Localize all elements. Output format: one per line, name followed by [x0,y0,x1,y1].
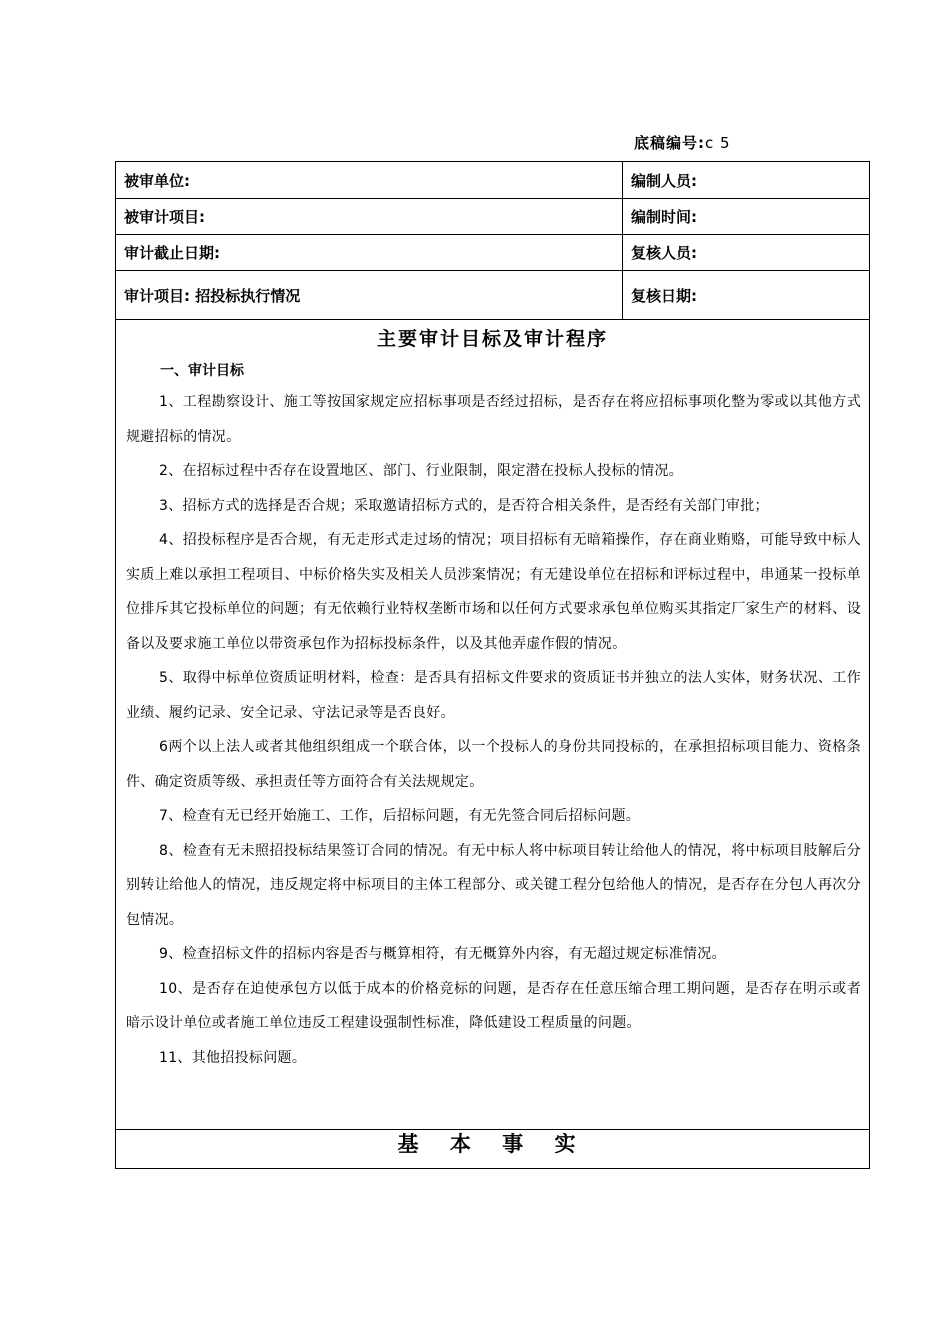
draft-number [634,132,731,153]
cutoff-date-cell: 审计截止日期: [116,235,623,271]
audited-unit-cell: 被审单位: [116,162,623,199]
objective-paragraph: 11、其他招投标问题。 [159,1049,307,1066]
audit-item-cell: 审计项目: 招投标执行情况 [116,271,623,320]
objective-paragraph: 3、招标方式的选择是否合规；采取邀请招标方式的，是否符合相关条件，是否经有关部门审批； [159,497,769,514]
audited-project-cell: 被审计项目: [116,199,623,235]
draft-number-label: 底稿编号: [634,134,705,152]
objective-paragraph: 9、检查招标文件的招标内容是否与概算相符，有无概算外内容，有无超过规定标准情况。 [159,946,726,962]
section-heading: 一、审计目标 [160,363,244,379]
main-title: 主要审计目标及审计程序 [376,328,608,350]
objective-paragraph: 1、工程勘察设计、施工等按国家规定应招标事项是否经过招标，是否存在将应招标事项化整为零或以其他方式规避招标的情况。 [126,394,861,445]
objective-paragraph: 8、检查有无未照招投标结果签订合同的情况。有无中标人将中标项目转让给他人的情况，将中标项目肢解后分别转让给他人的情况，违反规定将中标项目的主体工程部分、或关键工程分包给他人的情况，是否存在分包人再次分包情况。 [126,842,861,928]
reviewer-cell: 复核人员: [623,235,870,271]
basic-facts-title: 基 本 事 实 [397,1132,588,1156]
audit-worksheet-table [115,161,870,1169]
audit-objectives-cell [116,320,870,1130]
prepare-time-cell: 编制时间: [623,199,870,235]
preparer-cell: 编制人员: [623,162,870,199]
objective-paragraph: 7、检查有无已经开始施工、工作，后招标问题，有无先签合同后招标问题。 [159,808,641,824]
objective-paragraph: 10、是否存在迫使承包方以低于成本的价格竞标的问题，是否存在任意压缩合理工期问题，是否存在明示或者暗示设计单位或者施工单位违反工程建设强制性标准，降低建设工程质量的问题。 [126,980,861,1031]
draft-number-value: c 5 [705,134,731,152]
objective-paragraph: 2、在招标过程中否存在设置地区、部门、行业限制，限定潜在投标人投标的情况。 [159,463,684,479]
review-date-cell: 复核日期: [623,271,870,320]
objective-paragraph: 6两个以上法人或者其他组织组成一个联合体，以一个投标人的身份共同投标的，在承担招标项目能力、资格条件、确定资质等级、承担责任等方面符合有关法规规定。 [126,739,861,790]
objective-paragraph: 4、招投标程序是否合规，有无走形式走过场的情况；项目招标有无暗箱操作，存在商业贿赂，可能导致中标人实质上难以承担工程项目、中标价格失实及相关人员涉案情况；有无建设单位在招标和评标过程中，串通某一投标单位排斥其它投标单位的问题；有无依赖行业特权垄断市场和以任何方式要求承包单位购买其指定厂家生产的材料、设备以及要求施工单位以带资承包作为招标投标条件，以及其他弄虚作假的情况。 [126,532,861,652]
basic-facts-cell [116,1130,870,1169]
objective-paragraph: 5、取得中标单位资质证明材料，检查：是否具有招标文件要求的资质证书并独立的法人实体，财务状况、工作业绩、履约记录、安全记录、守法记录等是否良好。 [126,670,861,721]
